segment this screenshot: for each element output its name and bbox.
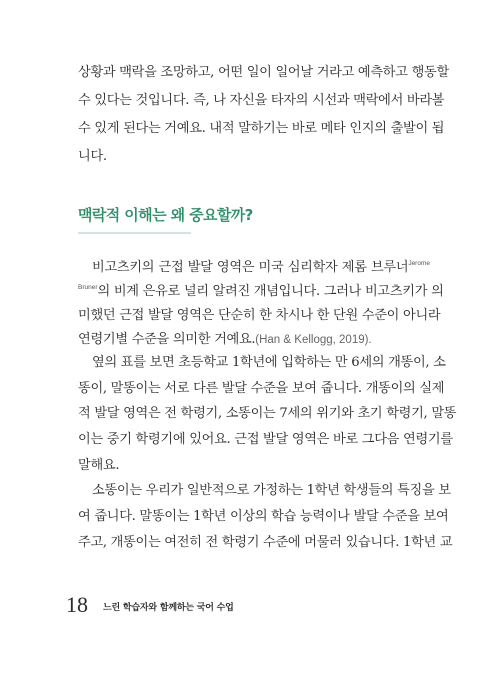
text-line: 상황과 맥락을 조망하고, 어떤 일이 일어날 거라고 예측하고 행동할 [78,65,449,80]
line-text: 의 비계 은유로 널리 알려진 개념입니다. 그러나 비고츠키가 의 [97,284,444,299]
text-line: 수 있게 된다는 거예요. 내적 말하기는 바로 메타 인지의 출발이 됩 [78,121,445,136]
text-line: 니다. [78,149,107,164]
text-line [92,259,430,279]
citation: (Han & Kellogg, 2019). [255,334,372,346]
section-heading: 맥락적 이해는 왜 중요할까? [78,206,253,224]
footnote-name: Bruner [78,284,98,291]
page-number: 18 [66,592,88,617]
text-line [78,283,444,303]
text-line: 수 있다는 것입니다. 즉, 나 자신을 타자의 시선과 맥락에서 바라볼 [78,93,445,108]
text-line [78,331,430,349]
line-text: 비고츠키의 근접 발달 영역은 미국 심리학자 제롬 브루너 [92,260,409,275]
text-line: 이는 중기 학령기에 있어요. 근접 발달 영역은 바로 그다음 연령기를 [78,432,453,447]
text-line: 적 발달 영역은 전 학령기, 소똥이는 7세의 위기와 초기 학령기, 말똥 [78,406,457,421]
text-line: 주고, 개똥이는 여전히 전 학령기 수준에 머물러 있습니다. 1학년 교 [78,535,453,550]
text-line: 똥이, 말똥이는 서로 다른 발달 수준을 보여 줍니다. 개똥이의 실제 [78,381,445,396]
text-line: 소똥이는 우리가 일반적으로 가정하는 1학년 학생들의 특징을 보 [92,483,451,498]
footnote-name: Jerome [408,260,430,267]
text-line: 말해요. [78,458,120,473]
running-footer-title: 느린 학습자와 함께하는 국어 수업 [103,603,234,613]
text-line: 미했던 근접 발달 영역은 단순히 한 차시나 한 단원 수준이 아니라 [78,308,441,323]
text-line: 여 줍니다. 말똥이는 1학년 이상의 학습 능력이나 발달 수준을 보여 [78,509,449,524]
heading-underline [78,232,191,234]
line-text: 연령기별 수준을 의미한 거예요. [78,332,256,347]
text-line: 옆의 표를 보면 초등학교 1학년에 입학하는 만 6세의 개똥이, 소 [92,355,446,370]
